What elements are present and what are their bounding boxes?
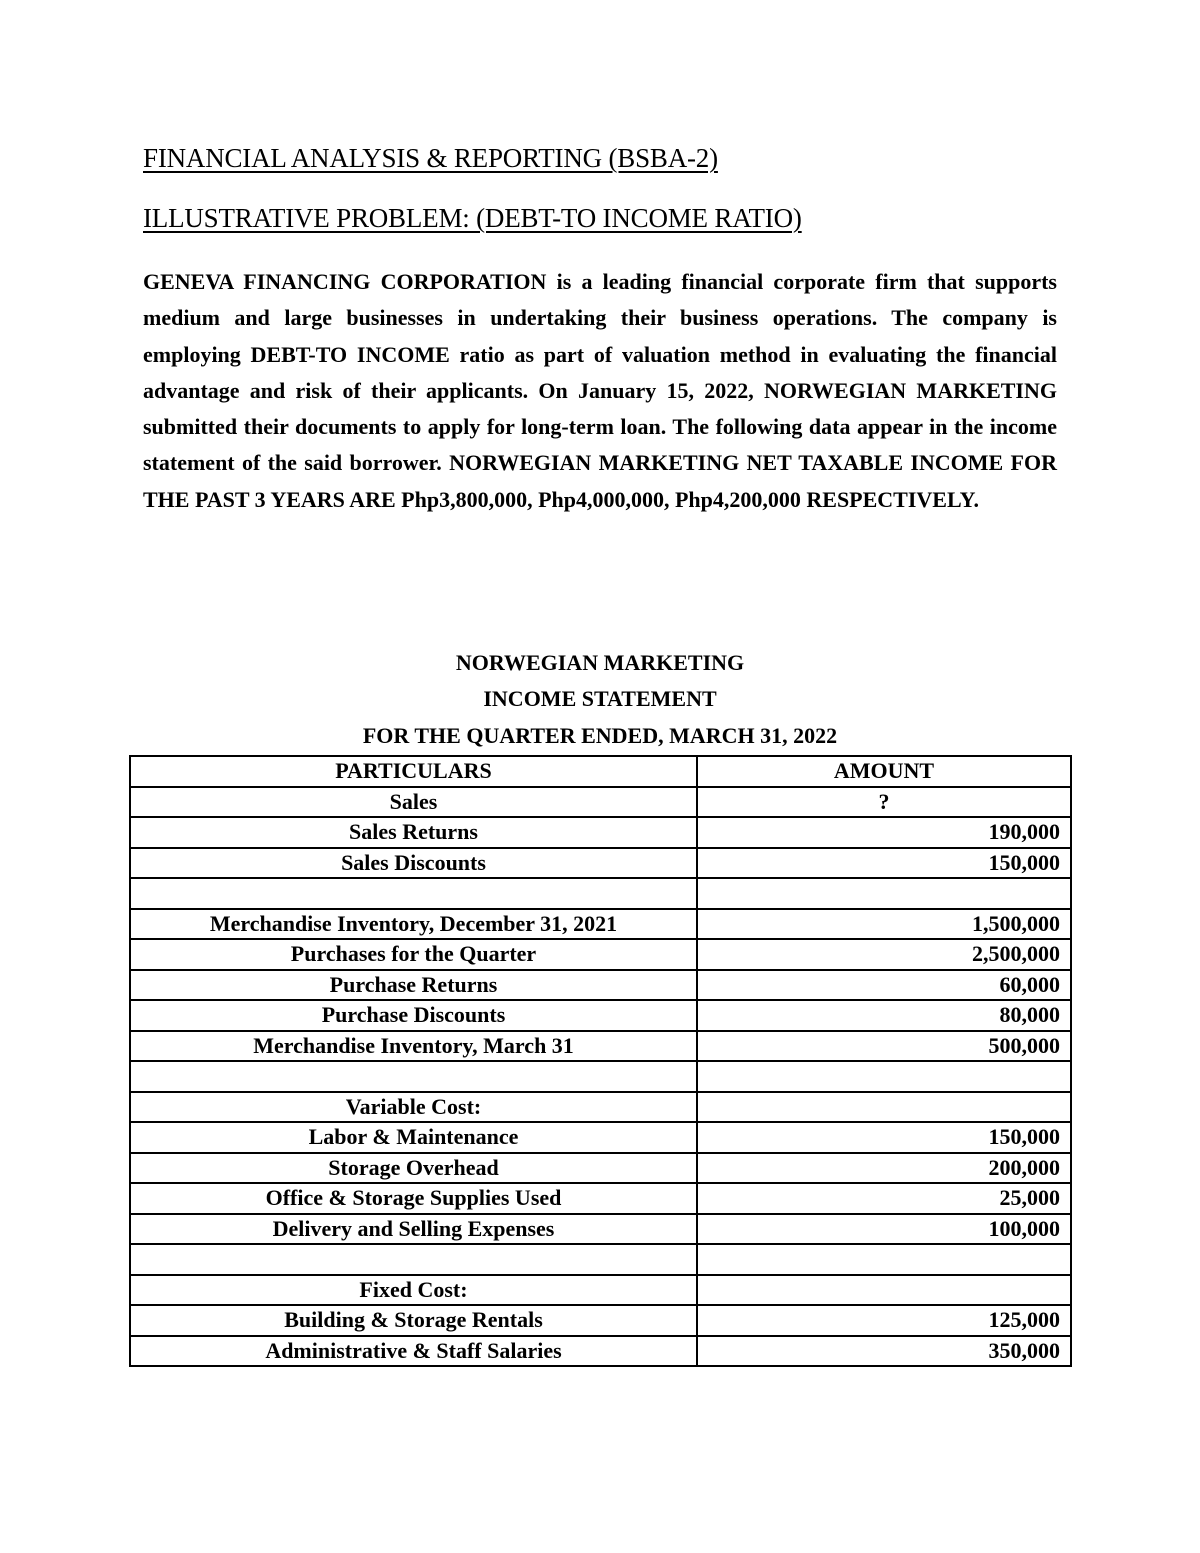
amount-cell [697, 1061, 1071, 1092]
amount-cell: 500,000 [697, 1031, 1071, 1062]
table-row [130, 1214, 1071, 1245]
table-header-row [130, 756, 1071, 787]
table-row [130, 1183, 1071, 1214]
particular-cell: Purchase Returns [130, 970, 697, 1001]
amount-cell: 150,000 [697, 848, 1071, 879]
amount-header: AMOUNT [697, 756, 1071, 787]
income-statement-table [129, 755, 1072, 1367]
table-body [130, 787, 1071, 1367]
particular-cell [130, 1061, 697, 1092]
particular-cell: Office & Storage Supplies Used [130, 1183, 697, 1214]
table-row [130, 1000, 1071, 1031]
statement-title: INCOME STATEMENT [483, 686, 717, 711]
table-row [130, 970, 1071, 1001]
table-row [130, 1336, 1071, 1367]
table-row [130, 878, 1071, 909]
particular-cell: Sales Discounts [130, 848, 697, 879]
statement-company: NORWEGIAN MARKETING [455, 650, 745, 675]
table-row [130, 1153, 1071, 1184]
document-heading: FINANCIAL ANALYSIS & REPORTING (BSBA-2) [143, 143, 718, 173]
particular-cell: Building & Storage Rentals [130, 1305, 697, 1336]
amount-cell [697, 1244, 1071, 1275]
amount-cell [697, 1092, 1071, 1123]
particular-cell: Merchandise Inventory, December 31, 2021 [130, 909, 697, 940]
problem-heading: ILLUSTRATIVE PROBLEM: (DEBT-TO INCOME RATIO) [143, 203, 802, 233]
particular-cell [130, 878, 697, 909]
table-row [130, 1244, 1071, 1275]
statement-period: FOR THE QUARTER ENDED, MARCH 31, 2022 [362, 723, 838, 748]
particular-cell: Storage Overhead [130, 1153, 697, 1184]
table-row [130, 1275, 1071, 1306]
amount-cell: 60,000 [697, 970, 1071, 1001]
table-row [130, 787, 1071, 818]
particular-cell: Variable Cost: [130, 1092, 697, 1123]
amount-cell: 2,500,000 [697, 939, 1071, 970]
table-row [130, 817, 1071, 848]
particular-cell: Labor & Maintenance [130, 1122, 697, 1153]
amount-cell [697, 878, 1071, 909]
particular-cell: Administrative & Staff Salaries [130, 1336, 697, 1367]
particular-cell [130, 1244, 697, 1275]
amount-cell: 125,000 [697, 1305, 1071, 1336]
table-row [130, 1092, 1071, 1123]
table-row [130, 1122, 1071, 1153]
table-row [130, 939, 1071, 970]
amount-cell: 190,000 [697, 817, 1071, 848]
particular-cell: Fixed Cost: [130, 1275, 697, 1306]
particular-cell: Sales [130, 787, 697, 818]
particular-cell: Purchase Discounts [130, 1000, 697, 1031]
particulars-header: PARTICULARS [130, 756, 697, 787]
amount-cell: 100,000 [697, 1214, 1071, 1245]
amount-cell: 350,000 [697, 1336, 1071, 1367]
amount-cell: 25,000 [697, 1183, 1071, 1214]
amount-cell: 150,000 [697, 1122, 1071, 1153]
particular-cell: Purchases for the Quarter [130, 939, 697, 970]
table-row [130, 1031, 1071, 1062]
amount-cell: 1,500,000 [697, 909, 1071, 940]
particular-cell: Merchandise Inventory, March 31 [130, 1031, 697, 1062]
table-row [130, 1305, 1071, 1336]
amount-cell: 200,000 [697, 1153, 1071, 1184]
amount-cell: ? [697, 787, 1071, 818]
particular-cell: Sales Returns [130, 817, 697, 848]
table-row [130, 909, 1071, 940]
table-row [130, 848, 1071, 879]
problem-paragraph: GENEVA FINANCING CORPORATION is a leading financial corporate firm that supports medium and large businesses in undertaking their business operations. The company is employing DEBT-TO INCOME ratio as part of valuation method in evaluating the financial advantage and risk of their applicants. On January 15, 2022, NORWEGIAN MARKETING submitted their documents to apply for long-term loan. The following data appear in the income statement of the said borrower. NORWEGIAN MARKETING NET TAXABLE INCOME FOR THE PAST 3 YEARS ARE Php3,800,000, Php4,000,000, Php4,200,000 RESPECTIVELY. [143, 269, 1057, 512]
amount-cell [697, 1275, 1071, 1306]
amount-cell: 80,000 [697, 1000, 1071, 1031]
particular-cell: Delivery and Selling Expenses [130, 1214, 697, 1245]
table-row [130, 1061, 1071, 1092]
